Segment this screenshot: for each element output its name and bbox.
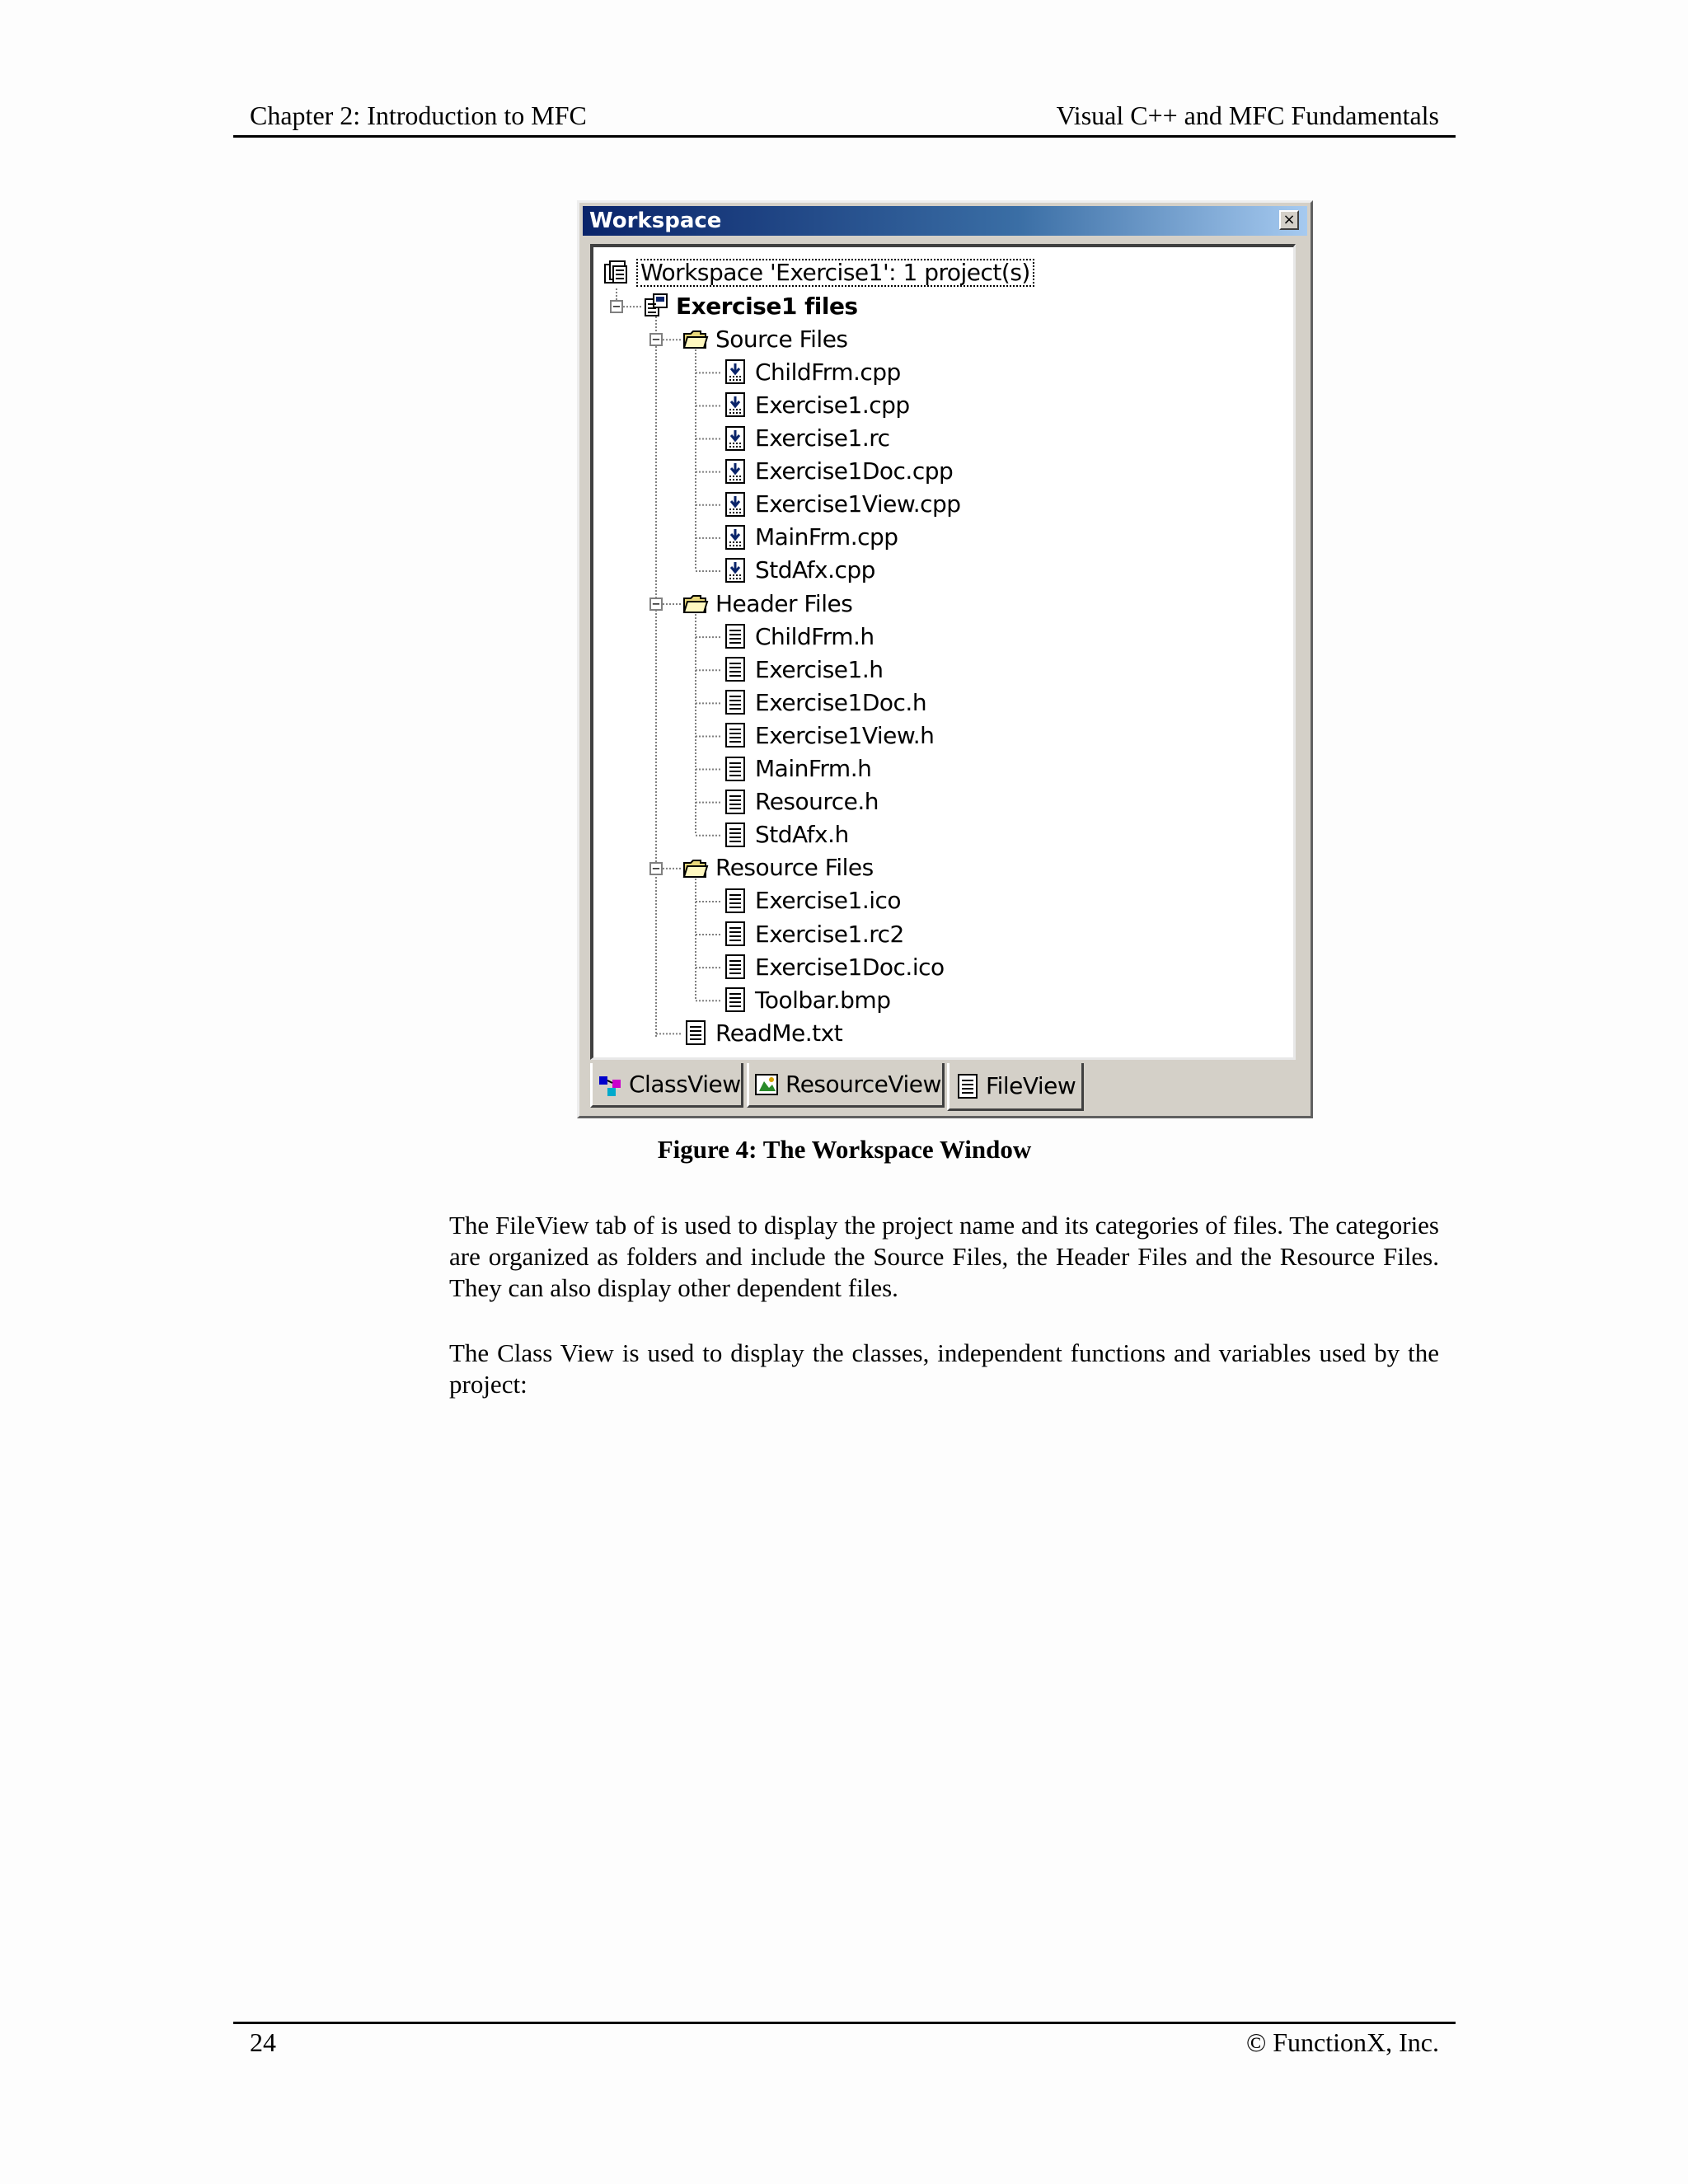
tree-file-exercise1view-h[interactable]: [722, 719, 934, 751]
doc-icon: [722, 656, 748, 682]
collapse-icon[interactable]: −: [649, 598, 663, 611]
doc-icon: [722, 623, 748, 649]
figure-caption: Figure 4: The Workspace Window: [657, 1135, 1032, 1164]
tree-file-exercise1-rc2[interactable]: [722, 918, 904, 949]
doc-icon: [954, 1073, 981, 1099]
chapter-title: Chapter 2: Introduction to MFC: [250, 101, 587, 130]
project-icon: [643, 293, 669, 319]
tab-fileview[interactable]: [947, 1063, 1084, 1111]
tree-item-label: Exercise1Doc.h: [755, 688, 927, 716]
doc-icon: [722, 756, 748, 782]
cpp-icon: [722, 425, 748, 452]
cpp-icon: [722, 491, 748, 518]
doc-icon: [722, 822, 748, 848]
tree-item-label: Exercise1.ico: [755, 887, 902, 915]
tree-file-resource-h[interactable]: [722, 786, 879, 818]
tree-file-exercise1-rc[interactable]: [722, 423, 890, 454]
page-number: 24: [250, 2027, 276, 2057]
folder-icon: [682, 855, 709, 881]
tree-item-label: Exercise1 files: [676, 292, 858, 320]
doc-icon: [722, 954, 748, 980]
cpp-icon: [722, 557, 748, 583]
workspace-icon: [603, 260, 630, 286]
tree-item-label: Header Files: [715, 589, 853, 617]
tab-label: ResourceView: [785, 1071, 941, 1098]
running-header: [233, 97, 1456, 138]
doc-icon: [722, 689, 748, 715]
collapse-icon[interactable]: −: [649, 333, 663, 346]
tree-item-label: StdAfx.cpp: [755, 556, 875, 584]
workspace-title: Workspace: [589, 209, 722, 233]
cpp-icon: [722, 458, 748, 485]
tree-item-label: ChildFrm.cpp: [755, 358, 901, 386]
tree-item-label: Toolbar.bmp: [755, 986, 891, 1014]
cpp-icon: [722, 359, 748, 385]
copyright: © FunctionX, Inc.: [1245, 2027, 1439, 2057]
cpp-icon: [722, 391, 748, 418]
running-footer: [233, 2022, 1456, 2065]
tree-file-stdafx-h[interactable]: [722, 819, 849, 851]
tree-item-workspace[interactable]: [603, 257, 1034, 288]
tree-item-label: Source Files: [715, 325, 848, 353]
workspace-tabs: [590, 1063, 1299, 1111]
doc-icon: [722, 789, 748, 815]
tree-file-exercise1-h[interactable]: [722, 654, 883, 685]
tree-item-label: ChildFrm.h: [755, 622, 874, 650]
tab-resourceview[interactable]: [747, 1063, 945, 1108]
tree-file-childfrm-h[interactable]: [722, 621, 874, 652]
workspace-window: [577, 200, 1313, 1118]
tab-classview[interactable]: [590, 1063, 743, 1108]
tree-file-exercise1-ico[interactable]: [722, 885, 901, 916]
folder-icon: [682, 326, 709, 352]
doc-icon: [722, 722, 748, 748]
tree-item-label: Resource Files: [715, 854, 874, 882]
tree-item-label: Exercise1.rc2: [755, 920, 904, 948]
tree-item-label: Workspace 'Exercise1': 1 project(s): [636, 259, 1034, 287]
workspace-title-bar[interactable]: [583, 206, 1307, 236]
tree-folder-source-files[interactable]: [682, 323, 848, 354]
tree-item-label: Exercise1.rc: [755, 424, 890, 452]
tree-file-stdafx-cpp[interactable]: [722, 555, 875, 586]
tree-file-childfrm-cpp[interactable]: [722, 356, 901, 387]
tree-folder-header-files[interactable]: [682, 588, 852, 619]
tree-file-readme[interactable]: [682, 1017, 842, 1048]
doc-icon: [722, 888, 748, 914]
tree-file-exercise1doc-h[interactable]: [722, 687, 926, 718]
tree-item-label: Exercise1.cpp: [755, 391, 910, 419]
tree-item-label: MainFrm.cpp: [755, 523, 898, 551]
book-title: Visual C++ and MFC Fundamentals: [1056, 101, 1439, 130]
tab-label: ClassView: [629, 1071, 741, 1098]
doc-icon: [722, 987, 748, 1013]
tree-item-label: MainFrm.h: [755, 755, 872, 782]
tree-item-label: Exercise1View.h: [755, 721, 935, 749]
resourceview-icon: [754, 1071, 781, 1098]
tab-label: FileView: [986, 1072, 1076, 1099]
collapse-icon[interactable]: −: [649, 862, 663, 875]
tree-item-label: Exercise1View.cpp: [755, 490, 961, 518]
cpp-icon: [722, 524, 748, 551]
tree-connector-lines: [593, 247, 1294, 1059]
tree-folder-resource-files[interactable]: [682, 852, 874, 883]
tree-item-label: Exercise1Doc.ico: [755, 953, 945, 981]
paragraph-2: The Class View is used to display the classes, independent functions and variables used by the project:: [449, 1338, 1439, 1399]
classview-icon: [598, 1071, 624, 1098]
tree-item-label: Exercise1.h: [755, 655, 884, 683]
tree-item-label: StdAfx.h: [755, 821, 849, 849]
file-tree[interactable]: [590, 244, 1296, 1060]
tree-item-project[interactable]: [643, 290, 858, 321]
tree-item-label: ReadMe.txt: [715, 1019, 843, 1047]
tree-item-label: Resource.h: [755, 788, 879, 816]
tree-file-exercise1-cpp[interactable]: [722, 389, 910, 420]
tree-file-mainfrm-cpp[interactable]: [722, 522, 898, 553]
folder-icon: [682, 590, 709, 616]
doc-icon: [682, 1019, 709, 1046]
paragraph-1: The FileView tab of is used to display the project name and its categories of files. The categories are organized as folders and include the Source Files, the Header Files and the Resource Files. They can also display other dependent files.: [449, 1211, 1439, 1302]
tree-file-exercise1view-cpp[interactable]: [722, 489, 961, 520]
tree-file-mainfrm-h[interactable]: [722, 753, 871, 785]
tree-file-toolbar-bmp[interactable]: [722, 984, 890, 1015]
tree-file-exercise1doc-ico[interactable]: [722, 951, 945, 982]
doc-icon: [722, 921, 748, 947]
tree-item-label: Exercise1Doc.cpp: [755, 457, 954, 485]
tree-file-exercise1doc-cpp[interactable]: [722, 456, 953, 487]
collapse-icon[interactable]: −: [610, 300, 623, 313]
close-icon[interactable]: ×: [1279, 210, 1299, 230]
